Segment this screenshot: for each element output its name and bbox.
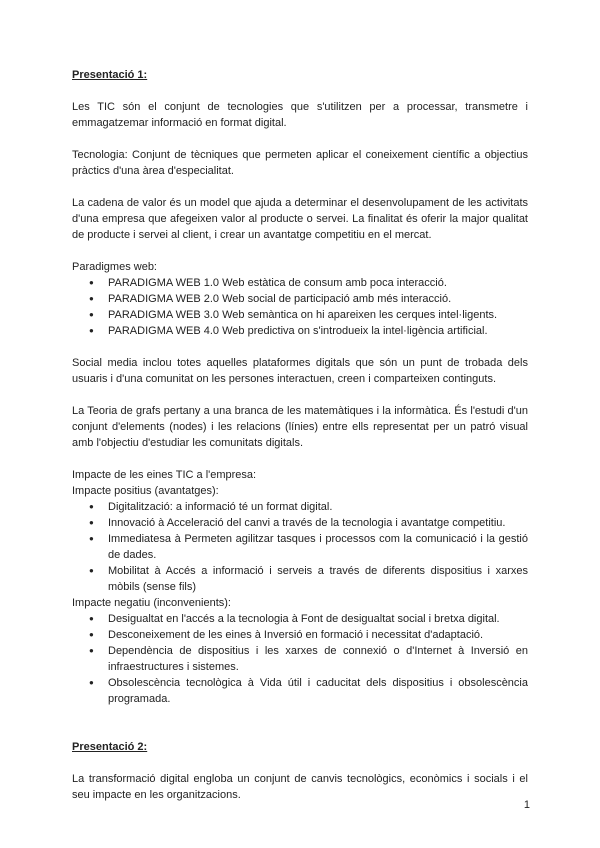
page-content	[72, 67, 528, 819]
list-item: ● Obsolescència tecnològica à Vida útil i caducitat dels dispositius i obsolescència programada.	[72, 675, 528, 707]
paradigms-list	[72, 275, 528, 339]
list-item: ● PARADIGMA WEB 4.0 Web predictiva on s'introdueix la intel·ligència artificial.	[72, 323, 528, 339]
technology-definition: Tecnologia: Conjunt de tècniques que permeten aplicar el coneixement científic a objectius pràctics d'una àrea d'especialitat.	[72, 149, 528, 177]
graph-theory-paragraph: La Teoria de grafs pertany a una branca de les matemàtiques i la informàtica. És l'estudi d'un conjunt d'elements (nodes) i les relacions (línies) entre ells representat per un patró visual amb l'objectiu d'estudiar les comunitats digitals.	[72, 405, 528, 449]
list-item: ● PARADIGMA WEB 2.0 Web social de participació amb més interacció.	[72, 291, 528, 307]
list-item: ● Dependència de dispositius i les xarxes de connexió o d'Internet à Inversió en infraestructures i sistemes.	[72, 643, 528, 675]
list-item: ● Desigualtat en l'accés a la tecnologia à Font de desigualtat social i bretxa digital.	[72, 611, 528, 627]
negative-impact-label: Impacte negatiu (inconvenients):	[72, 597, 231, 609]
section2-heading: Presentació 2:	[72, 741, 148, 753]
list-item: ● Immediatesa à Permeten agilitzar tasques i processos com la comunicació i la gestió de dades.	[72, 531, 528, 563]
list-item: ● Innovació à Acceleració del canvi a través de la tecnologia i avantatge competitiu.	[72, 515, 528, 531]
negative-impact-list	[72, 611, 528, 707]
value-chain-paragraph: La cadena de valor és un model que ajuda a determinar el desenvolupament de les activitats d'una empresa que afegeixen valor al producte o servei. La finalitat és oferir la major qualitat de producte i servei al client, i crear un avantatge competitiu en el mercat.	[72, 197, 528, 241]
list-item: ● PARADIGMA WEB 1.0 Web estàtica de consum amb poca interacció.	[72, 275, 528, 291]
list-item: ● Desconeixement de les eines à Inversió en formació i necessitat d'adaptació.	[72, 627, 528, 643]
positive-impact-list	[72, 499, 528, 595]
digital-transformation-paragraph: La transformació digital engloba un conjunt de canvis tecnològics, econòmics i socials i el seu impacte en les organitzacions.	[72, 773, 528, 801]
page-number: 1	[523, 799, 530, 811]
list-item: ● Digitalització: a informació té un format digital.	[72, 499, 528, 515]
list-item: ● PARADIGMA WEB 3.0 Web semàntica on hi apareixen les cerques intel·ligents.	[72, 307, 528, 323]
section-spacer	[72, 707, 528, 739]
social-media-paragraph: Social media inclou totes aquelles plataformes digitals que són un punt de trobada dels usuaris i d'una comunitat on les persones interactuen, creen i comparteixen continguts.	[72, 357, 528, 385]
list-item: ● Mobilitat à Accés a informació i serveis a través de diferents dispositius i xarxes mòbils (sense fils)	[72, 563, 528, 595]
impact-label: Impacte de les eines TIC a l'empresa:	[72, 469, 257, 481]
paradigms-label: Paradigmes web:	[72, 261, 157, 273]
positive-impact-label: Impacte positius (avantatges):	[72, 485, 219, 497]
tic-definition: Les TIC són el conjunt de tecnologies que s'utilitzen per a processar, transmetre i emmagatzemar informació en format digital.	[72, 101, 528, 129]
section1-heading: Presentació 1:	[72, 69, 148, 81]
